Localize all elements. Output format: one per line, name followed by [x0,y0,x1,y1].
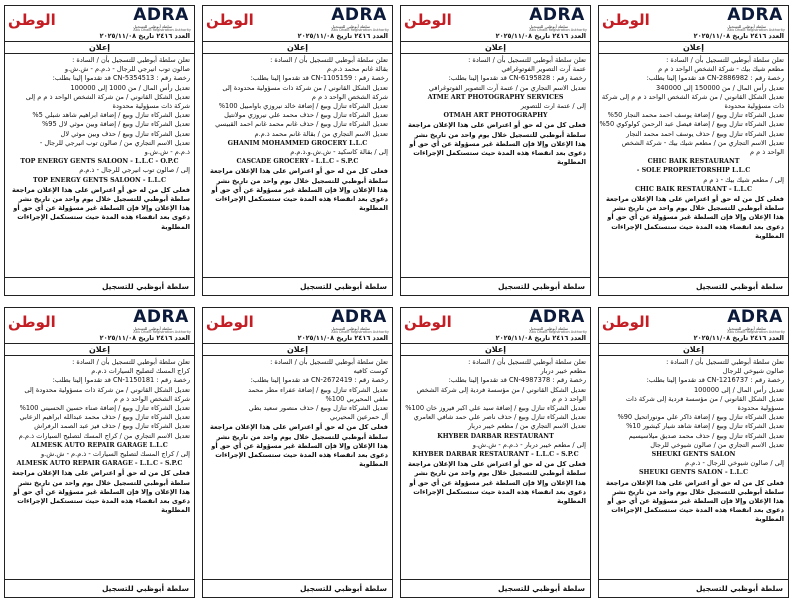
notice-line: إلى / مطعم شيك بيك - ذ م م [703,175,784,184]
notice-body [401,54,590,277]
adra-subtitle-en: Abu Dhabi Registration Authority [529,28,587,33]
newspaper-logo: الوطن [206,312,254,331]
notice-line: رخصة رقم : CN-6195828 قد تقدموا إلينا بطلب: [448,74,586,83]
notice-box [4,307,195,598]
notice-line: تعديل الشركاء تنازل وبيع / حذف غانم محمد غانم احمد القبيسي [215,120,388,129]
newspaper-logo: الوطن [8,10,56,29]
notice-line: تعديل الشركاء تنازل وبيع / إضافة ذاكر علي مونوراتحيل 90% [617,413,784,422]
notice-box [400,5,591,296]
notice-line: رخصة رقم : CN-2672419 قد تقدموا إلينا بطلب: [250,376,388,385]
notice-line: تعديل الشركاء تنازل وبيع / إضافة يوسف احمد محمد النجار 50% [607,111,784,120]
notice-line: تعديل الشركاء تنازل وبيع / حذف يوسف احمد محمد النجار [626,129,784,138]
adra-subtitle-ar: سلطة أبوظبي للتسجيل [331,24,371,30]
notice-line: تعديل الشكل القانوني / من شركة الشخص الواحد ذ م م إلى شركة [601,92,784,101]
notice-box [4,5,195,296]
notice-line: رخصة رقم : CN-5354513 قد تقدموا إلينا بطلب: [52,74,190,83]
notice-footer: سلطة أبوظبي للتسجيل [401,277,590,295]
notice-line: ذ.م.م - ش.ش.و [144,148,190,157]
notice-line: تعديل رأس المال / من 150000 إلى 340000 [656,83,784,92]
closing-paragraph: فعلى كل من له حق أو اعتراض على هذا الإعلان مراجعة سلطة أبوظبي للتسجيل خلال يوم واحد من تاريخ نشر هذا الإعلان وإلا فإن السلطة غير مسؤولة عن أي حق أو دعوى بعد انقضاء هذه المدة حيث ستستكمل الإجراءات المطلوبة [209,423,388,469]
notice-line: تعديل رأس المال / من 1000 إلى 100000 [70,83,190,92]
notice-line: كراج المسك لتصليح السيارات ذ.م.م [91,367,190,376]
trade-name-en: KHYBER DARBAR RESTAURANT [437,432,554,440]
adra-logo: ADRA [529,307,585,328]
notice-line: إلى / مطعم خيبر دربار - ذ.م.م - ش.ش.و [472,440,586,449]
notice-line: تعلن سلطة أبوظبي للتسجيل بأن / السادة : [666,56,784,64]
notice-line: تعديل الشكل القانوني / من مؤسسة فردية إلى شركة ذات [625,394,784,403]
notice-line: تعديل رأس المال / إلى 100000 [693,385,784,394]
notice-line: تعديل الشركاء تنازل وبيع / حذف محمد علي نيروزي مولانتيل [224,111,388,120]
notice-line: تعديل الشركاء تنازل وبيع / حذف محمد صديق ميلاسيسيم [628,431,784,440]
notice-line: رخصة رقم : CN-1150181 قد تقدموا إلينا بطلب: [52,376,190,385]
notice-line: تعديل الشركاء تنازل وبيع / إضافة ابراهيم شاهد شبلي 5% [32,111,190,120]
issue-line: العدد ٢٤١٦ تاريخ ٢٠٢٥/١١/٠٨ [401,334,590,344]
notice-line: بقالة غانم محمد ذ.م.م [326,65,388,74]
adra-logo: ADRA [133,307,189,328]
trade-name-en: - SOLE PROPRIETORSHIP L.L.C [636,167,751,175]
trade-name-en: GHANIM MOHAMMED GROCERY L.L.C [227,139,368,147]
trade-name-en: KHYBER DARBAR RESTAURANT - L.L.C - S.P.C [412,451,579,459]
notice-body [203,356,392,579]
notice-line: تعلن سلطة أبوظبي للتسجيل بأن / السادة : [468,358,586,366]
notice-footer: سلطة أبوظبي للتسجيل [599,277,788,295]
trade-name-en: CHIC BAIK RESTAURANT [647,158,740,166]
newspaper-logo: الوطن [206,10,254,29]
notice-line: تعديل الاسم التجاري من / صالون توب انيرجي للرجال - [39,138,190,147]
issue-line: العدد ٢٤١٦ تاريخ ٢٠٢٥/١١/٠٨ [5,32,194,42]
notice-line: تعديل الشركاء تنازل وبيع / إضافة صناء حسين الحسيني 100% [19,404,190,413]
adra-logo-block [727,309,785,335]
notice-line: تعديل الشركاء تنازل وبيع / حذف وبين موثي لال [60,129,190,138]
adra-logo: ADRA [727,307,783,328]
adra-logo: ADRA [727,5,783,26]
masthead [5,308,194,334]
notice-footer: سلطة أبوظبي للتسجيل [5,579,194,597]
notice-line: تعديل الشركاء تنازل وبيع / إضافة شاهد شيار كيشور 10% [626,422,784,431]
notice-line: تعديل الشركاء تنازل وبيع / حذف فيز عبد الصمد الرفراش [34,422,190,431]
adra-subtitle-ar: سلطة أبوظبي للتسجيل [133,326,173,332]
trade-name-en: TOP ENERGY GENTS SALOON - L.L.C [33,176,166,184]
notice-line: تعديل الشركاء تنازل وبيع / إضافة وبين موثي لال 95% [42,120,190,129]
closing-paragraph: فعلى كل من له حق أو اعتراض على هذا الإعلان مراجعة سلطة أبوظبي للتسجيل خلال يوم واحد من تاريخ نشر هذا الإعلان وإلا فإن السلطة غير مسؤولة عن أي حق أو دعوى بعد انقضاء هذه المدة حيث ستستكمل الإجراءات المطلوبة [209,167,388,213]
notice-line: شركة الشخص الواحد ذ م م [311,92,388,101]
closing-paragraph: فعلى كل من له حق أو اعتراض على هذا الإعلان مراجعة سلطة أبوظبي للتسجيل خلال يوم واحد من تاريخ نشر هذا الإعلان وإلا فإن السلطة غير مسؤولة عن أي حق أو دعوى بعد انقضاء هذه المدة حيث ستستكمل الإجراءات المطلوبة [407,460,586,506]
issue-line: العدد ٢٤١٦ تاريخ ٢٠٢٥/١١/٠٨ [599,32,788,42]
notice-line: كوست كافيه [353,367,388,376]
trade-name-en: ALMESK AUTO REPAIR GARAGE L.L.C [31,441,168,449]
notice-footer: سلطة أبوظبي للتسجيل [203,277,392,295]
issue-line: العدد ٢٤١٦ تاريخ ٢٠٢٥/١١/٠٨ [5,334,194,344]
adra-subtitle-en: Abu Dhabi Registration Authority [133,28,191,33]
trade-name-en: OTMAH ART PHOTOGRAPHY [443,112,548,120]
adra-logo: ADRA [133,5,189,26]
notice-line: تعديل الشركاء تنازل وبيع / إضافة عفراء مطر محمد [248,385,388,394]
adra-logo-block [529,7,587,33]
trade-name-en: SHEUKI GENTS SALON - L.L.C [638,469,749,477]
notice-body [599,356,788,579]
adra-logo-block [331,7,389,33]
adra-subtitle-ar: سلطة أبوظبي للتسجيل [727,326,767,332]
notice-box [598,307,789,598]
closing-paragraph: فعلى كل من له حق أو اعتراض على هذا الإعلان مراجعة سلطة أبوظبي للتسجيل خلال يوم واحد من تاريخ نشر هذا الإعلان وإلا فإن السلطة غير مسؤولة عن أي حق أو دعوى بعد انقضاء هذه المدة حيث ستستكمل الإجراءات المطلوبة [407,121,586,167]
notice-line: مسؤولية محدودة [737,404,784,413]
notice-line: رخصة رقم : CN-1105159 قد تقدموا إلينا بطلب: [250,74,388,83]
adra-subtitle-en: Abu Dhabi Registration Authority [133,330,191,335]
masthead [401,308,590,334]
notice-line: ملفي المحيربي 100% [325,394,388,403]
notice-footer: سلطة أبوظبي للتسجيل [203,579,392,597]
notice-line: شركة الشخص الواحد ذ م م [113,394,190,403]
notice-line: تعديل الاسم التجاري من / صالون شيوخي للرجال [650,440,784,449]
notice-line: الواحد ذ م م [551,394,586,403]
notice-footer: سلطة أبوظبي للتسجيل [5,277,194,295]
closing-paragraph: فعلى كل من له حق أو اعتراض على هذا الإعلان مراجعة سلطة أبوظبي للتسجيل خلال يوم واحد من تاريخ نشر هذا الإعلان وإلا فإن السلطة غير مسؤولة عن أي حق أو دعوى بعد انقضاء هذه المدة حيث ستستكمل الإجراءات المطلوبة [605,478,784,524]
notice-line: تعديل الشركاء تنازل وبيع / إضافة خالد نيروزي باوامبيل 100% [218,102,388,111]
notice-line: إلى / بقالة كاسكيد - ش.ش.و.ذ.م.م [290,148,388,157]
newspaper-logo: الوطن [602,10,650,29]
notice-body [401,356,590,579]
notice-line: شركة ذات مسؤولية محدودة [112,102,190,111]
notice-line: تعلن سلطة أبوظبي للتسجيل بأن / السادة : [72,56,190,64]
masthead [401,6,590,32]
masthead [599,308,788,334]
notice-line: ذات مسؤولية محدودة [724,102,784,111]
notice-footer: سلطة أبوظبي للتسجيل [401,579,590,597]
trade-name-en: CASCADE GROCERY - L.L.C - S.P.C [236,158,359,166]
notice-body [599,54,788,277]
issue-line: العدد ٢٤١٦ تاريخ ٢٠٢٥/١١/٠٨ [599,334,788,344]
notice-line: تعلن سلطة أبوظبي للتسجيل بأن / السادة : [468,56,586,64]
adra-subtitle-en: Abu Dhabi Registration Authority [331,28,389,33]
notice-line: تعديل الشكل القانوني / من شركة ذات مسؤولية محدودة إلى [24,385,190,394]
notice-line: رخصة رقم : CN-4987378 قد تقدموا إلينا بطلب: [448,376,586,385]
notice-line: تعديل الشكل القانوني / من مؤسسة فردية إلى شركة الشخص [416,385,586,394]
notice-line: تعديل الاسم التجاري من / مطعم شيك بيك - شركة الشخص [621,138,784,147]
notice-line: تعديل الشركاء تنازل وبيع / إضافة فيصل عبد الرحمن كولوكوي 50% [599,120,784,129]
adra-subtitle-ar: سلطة أبوظبي للتسجيل [529,24,569,30]
notice-line: إلى / عتمة ارت للتصوير [520,102,586,111]
issue-line: العدد ٢٤١٦ تاريخ ٢٠٢٥/١١/٠٨ [203,334,392,344]
adra-subtitle-en: Abu Dhabi Registration Authority [529,330,587,335]
notice-line: تعديل الاسم التجاري من / مطعم خيبر دربار [467,422,586,431]
notice-line: تعديل الشركاء تنازل وبيع / إضافة سيد علي اكبر فيروز خان 100% [405,404,586,413]
newspaper-logo: الوطن [8,312,56,331]
notice-footer: سلطة أبوظبي للتسجيل [599,579,788,597]
notice-line: تعديل الشكل القانوني / من شركة ذات مسؤولية محدودة إلى [222,83,388,92]
notice-label: إعلان [401,344,590,356]
adra-logo-block [133,309,191,335]
notice-line: مطعم شيك بيك - شركة الشخص الواحد ذ م م [658,65,784,74]
adra-logo-block [529,309,587,335]
notice-line: رخصة رقم : CN-2886982 قد تقدموا إلينا بطلب: [646,74,784,83]
masthead [203,6,392,32]
notice-line: تعلن سلطة أبوظبي للتسجيل بأن / السادة : [270,56,388,64]
notice-line: تعديل الشركاء تنازل وبيع / حذف منصور سعيد بطي [248,404,388,413]
adra-subtitle-ar: سلطة أبوظبي للتسجيل [727,24,767,30]
notice-line: تعديل الاسم التجاري من / عتمة آرت التصوير الفوتوغرافي [428,83,586,92]
newspaper-logo: الوطن [602,312,650,331]
adra-logo-block [727,7,785,33]
closing-paragraph: فعلى كل من له حق أو اعتراض على هذا الإعلان مراجعة سلطة أبوظبي للتسجيل خلال يوم واحد من تاريخ نشر هذا الإعلان وإلا فإن السلطة غير مسؤولة عن أي حق أو دعوى بعد انقضاء هذه المدة حيث ستستكمل الإجراءات المطلوبة [11,185,190,231]
newspaper-logo: الوطن [404,312,452,331]
adra-subtitle-ar: سلطة أبوظبي للتسجيل [331,326,371,332]
notice-body [203,54,392,277]
notice-label: إعلان [5,42,194,54]
adra-logo: ADRA [529,5,585,26]
trade-name-en: ALMESK AUTO REPAIR GARAGE - L.L.C - S.P.C [16,460,183,468]
newspaper-logo: الوطن [404,10,452,29]
adra-logo: ADRA [331,307,387,328]
masthead [203,308,392,334]
adra-subtitle-en: Abu Dhabi Registration Authority [727,28,785,33]
notice-body [5,356,194,579]
notice-line: رخصة رقم : CN-1216737 قد تقدموا إلينا بطلب: [646,376,784,385]
notice-line: تعلن سلطة أبوظبي للتسجيل بأن / السادة : [72,358,190,366]
notice-line: تعلن سلطة أبوظبي للتسجيل بأن / السادة : [666,358,784,366]
adra-subtitle-en: Abu Dhabi Registration Authority [331,330,389,335]
notice-line: تعديل الشكل القانوني / من شركة الشخص الواحد ذ م م إلى [25,92,190,101]
notice-label: إعلان [5,344,194,356]
notice-line: عتمة آرت التصوير الفوتوغرافي [501,65,586,74]
notice-label: إعلان [599,344,788,356]
trade-name-en: ATME ART PHOTOGRAPHY SERVICES [427,93,564,101]
notice-line: إلى / صالون توب انيرجي للرجال - ذ.م.م [79,166,190,175]
closing-paragraph: فعلى كل من له حق أو اعتراض على هذا الإعلان مراجعة سلطة أبوظبي للتسجيل خلال يوم واحد من تاريخ نشر هذا الإعلان وإلا فإن السلطة غير مسؤولة عن أي حق أو دعوى بعد انقضاء هذه المدة حيث ستستكمل الإجراءات المطلوبة [11,469,190,515]
notice-box [598,5,789,296]
issue-line: العدد ٢٤١٦ تاريخ ٢٠٢٥/١١/٠٨ [401,32,590,42]
notice-line: تعديل الشركاء تنازل وبيع / حذف محمد عبدالله ابراهيم الزعابي [19,413,190,422]
adra-logo-block [331,309,389,335]
notice-label: إعلان [203,344,392,356]
adra-subtitle-ar: سلطة أبوظبي للتسجيل [529,326,569,332]
trade-name-en: CHIC BAIK RESTAURANT - L.L.C [634,185,753,193]
notice-box [202,307,393,598]
notice-box [202,5,393,296]
notice-body [5,54,194,277]
notice-line: تعديل الاسم التجاري من / بقالة غانم محمد ذ.م.م [254,129,388,138]
adra-subtitle-ar: سلطة أبوظبي للتسجيل [133,24,173,30]
notice-line: تعديل الاسم التجاري من / كراج المسك لتصليح السيارات ذ.م.م [18,431,190,440]
notice-box [400,307,591,598]
notice-line: إلى / صالون شيوخي للرجال - ذ.م.م [685,459,784,468]
notice-line: الواحد ذ م م [749,148,784,157]
trade-name-en: TOP ENERGY GENTS SALOON - L.L.C - O.P.C [20,158,179,166]
notice-line: تعلن سلطة أبوظبي للتسجيل بأن / السادة : [270,358,388,366]
adra-logo: ADRA [331,5,387,26]
adra-logo-block [133,7,191,33]
issue-line: العدد ٢٤١٦ تاريخ ٢٠٢٥/١١/٠٨ [203,32,392,42]
notice-label: إعلان [401,42,590,54]
notice-line: آل حمرعين المحيربي [329,413,388,422]
masthead [599,6,788,32]
notice-line: إلى / كراج المسك لتصليح السيارات - ذ.م.م - ش.ش.و [41,450,190,459]
adra-subtitle-en: Abu Dhabi Registration Authority [727,330,785,335]
trade-name-en: SHEUKI GENTS SALON [651,451,736,459]
notice-line: تعديل الشركاء تنازل وبيع / حذف ناصر علي حمد شافي العامري [413,413,586,422]
notice-line: صالون شيوخي للرجال [722,367,784,376]
masthead [5,6,194,32]
closing-paragraph: فعلى كل من له حق أو اعتراض على هذا الإعلان مراجعة سلطة أبوظبي للتسجيل خلال يوم واحد من تاريخ نشر هذا الإعلان وإلا فإن السلطة غير مسؤولة عن أي حق أو دعوى بعد انقضاء هذه المدة حيث ستستكمل الإجراءات المطلوبة [605,195,784,240]
notice-label: إعلان [203,42,392,54]
notice-label: إعلان [599,42,788,54]
notice-line: صالون توب انيرجي للرجال - ذ.م.م - ش.ش.و [64,65,190,74]
notice-line: مطعم خيبر دربار [540,367,586,376]
